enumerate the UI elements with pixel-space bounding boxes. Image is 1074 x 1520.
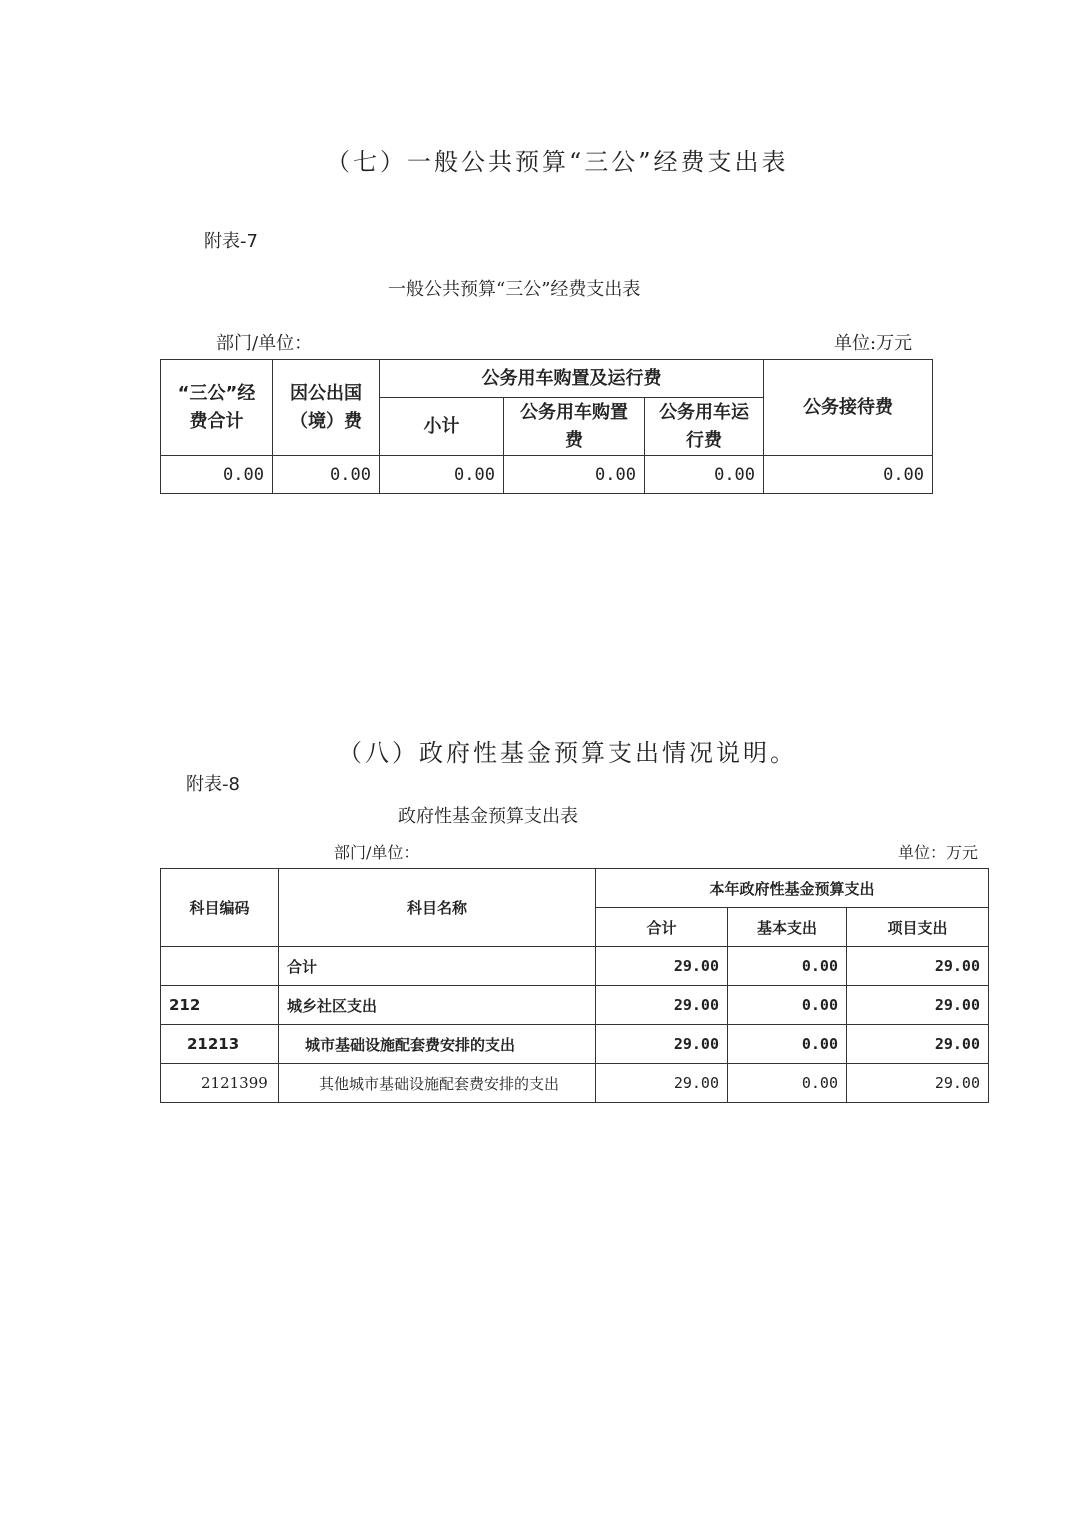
value-abroad-expense: 0.00 [273, 456, 380, 494]
row-total: 29.00 [596, 947, 728, 986]
row-project: 29.00 [847, 1025, 989, 1064]
table-8-title: 政府性基金预算支出表 [398, 806, 578, 827]
value-vehicle-purchase: 0.00 [504, 456, 645, 494]
header-vehicle-purchase: 公务用车购置费 [504, 398, 645, 456]
header-subject-code: 科目编码 [161, 869, 279, 947]
row-project: 29.00 [847, 947, 989, 986]
header-abroad-expense: 因公出国（境）费 [273, 360, 380, 456]
row-code [161, 947, 279, 986]
row-total: 29.00 [596, 1064, 728, 1103]
header-project-expense: 项目支出 [847, 908, 989, 947]
header-reception-expense: 公务接待费 [764, 360, 933, 456]
header-basic-expense: 基本支出 [728, 908, 847, 947]
table-7-title: 一般公共预算“三公”经费支出表 [388, 279, 641, 300]
annex-8-label: 附表-8 [186, 774, 240, 795]
row-code: 21213 [161, 1025, 279, 1064]
row-project: 29.00 [847, 986, 989, 1025]
table-7-dept-label: 部门/单位： [216, 333, 313, 354]
row-name: 城乡社区支出 [279, 986, 596, 1025]
row-basic: 0.00 [728, 947, 847, 986]
row-name: 合计 [279, 947, 596, 986]
row-project: 29.00 [847, 1064, 989, 1103]
table-row [161, 456, 933, 494]
annex-7-label: 附表-7 [204, 231, 258, 252]
row-name: 其他城市基础设施配套费安排的支出 [279, 1064, 596, 1103]
header-vehicle-subtotal: 小计 [380, 398, 504, 456]
table-7-unit-label: 单位:万元 [834, 333, 913, 354]
row-basic: 0.00 [728, 986, 847, 1025]
section-8-heading: （八）政府性基金预算支出情况说明。 [338, 739, 797, 767]
header-total: 合计 [596, 908, 728, 947]
row-name: 城市基础设施配套费安排的支出 [279, 1025, 596, 1064]
value-vehicle-subtotal: 0.00 [380, 456, 504, 494]
table-row [161, 1064, 989, 1103]
value-reception-expense: 0.00 [764, 456, 933, 494]
header-vehicle-group: 公务用车购置及运行费 [380, 360, 764, 398]
value-three-public-total: 0.00 [161, 456, 273, 494]
table-row [161, 986, 989, 1025]
header-three-public-total: “三公”经费合计 [161, 360, 273, 456]
row-basic: 0.00 [728, 1064, 847, 1103]
row-basic: 0.00 [728, 1025, 847, 1064]
table-row [161, 1025, 989, 1064]
row-total: 29.00 [596, 986, 728, 1025]
table-8-unit-label: 单位：万元 [898, 843, 979, 862]
table-8-dept-label: 部门/单位： [334, 843, 420, 862]
header-subject-name: 科目名称 [279, 869, 596, 947]
header-fund-expense-group: 本年政府性基金预算支出 [596, 869, 989, 908]
header-vehicle-operation: 公务用车运行费 [645, 398, 764, 456]
value-vehicle-operation: 0.00 [645, 456, 764, 494]
section-7-heading: （七）一般公共预算“三公”经费支出表 [326, 148, 789, 176]
three-public-expense-table [160, 359, 933, 494]
row-code: 212 [161, 986, 279, 1025]
table-row [161, 947, 989, 986]
row-total: 29.00 [596, 1025, 728, 1064]
row-code: 2121399 [161, 1064, 279, 1103]
gov-fund-budget-table [160, 868, 989, 1103]
